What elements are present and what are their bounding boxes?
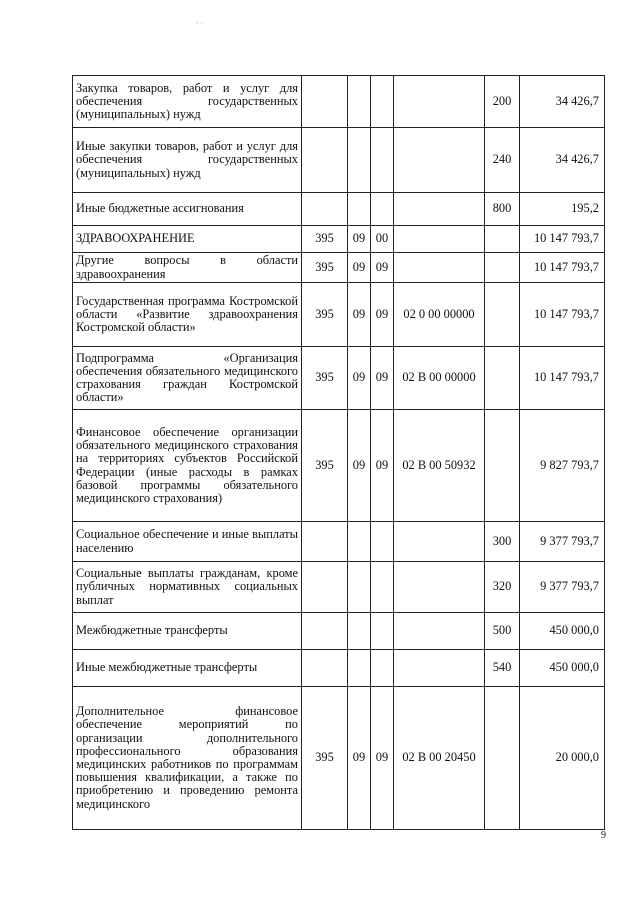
section-code [348, 522, 371, 562]
target-article-code: 02 В 00 00000 [394, 347, 485, 410]
expense-type-code [485, 410, 520, 522]
item-name: Социальное обеспечение и иные выплаты населению [73, 522, 302, 562]
section-code: 09 [348, 687, 371, 830]
item-name: Иные межбюджетные трансферты [73, 650, 302, 687]
ved-code [302, 650, 348, 687]
subsection-code: 09 [371, 253, 394, 283]
ved-code [302, 562, 348, 613]
amount: 10 147 793,7 [520, 347, 605, 410]
target-article-code [394, 76, 485, 128]
item-name: Подпрограмма «Организация обеспечения обязательного медицинского страхования граждан Костромской области» [73, 347, 302, 410]
amount: 9 377 793,7 [520, 522, 605, 562]
table-row [73, 650, 605, 687]
subsection-code [371, 522, 394, 562]
subsection-code [371, 562, 394, 613]
amount: 10 147 793,7 [520, 283, 605, 347]
ved-code: 395 [302, 226, 348, 253]
subsection-code [371, 76, 394, 128]
target-article-code [394, 613, 485, 650]
subsection-code [371, 613, 394, 650]
item-name: Другие вопросы в области здравоохранения [73, 253, 302, 283]
ved-code [302, 76, 348, 128]
item-name: ЗДРАВООХРАНЕНИЕ [73, 226, 302, 253]
amount: 9 377 793,7 [520, 562, 605, 613]
ved-code: 395 [302, 253, 348, 283]
ved-code: 395 [302, 410, 348, 522]
item-name: Социальные выплаты гражданам, кроме публичных нормативных социальных выплат [73, 562, 302, 613]
table-row [73, 522, 605, 562]
expense-type-code: 300 [485, 522, 520, 562]
section-code: 09 [348, 226, 371, 253]
expense-type-code [485, 347, 520, 410]
amount: 10 147 793,7 [520, 226, 605, 253]
amount: 9 827 793,7 [520, 410, 605, 522]
expense-type-code: 200 [485, 76, 520, 128]
section-code: 09 [348, 347, 371, 410]
subsection-code: 09 [371, 283, 394, 347]
expense-type-code [485, 253, 520, 283]
ved-code [302, 522, 348, 562]
item-name: Иные бюджетные ассигнования [73, 193, 302, 226]
subsection-code [371, 650, 394, 687]
amount: 34 426,7 [520, 128, 605, 193]
table-row [73, 283, 605, 347]
target-article-code: 02 В 00 20450 [394, 687, 485, 830]
subsection-code: 00 [371, 226, 394, 253]
ved-code [302, 613, 348, 650]
item-name: Дополнительное финансовое обеспечение мероприятий по организации дополнительного профессионального образования медицинских работников по программам повышения квалификации, а также по приобретению и проведению ремонта медицинского [73, 687, 302, 830]
item-name: Государственная программа Костромской области «Развитие здравоохранения Костромской области» [73, 283, 302, 347]
target-article-code: 02 В 00 50932 [394, 410, 485, 522]
expense-type-code: 240 [485, 128, 520, 193]
amount: 450 000,0 [520, 650, 605, 687]
section-code [348, 562, 371, 613]
section-code [348, 193, 371, 226]
scan-artifact: · · [196, 19, 204, 28]
table-row [73, 562, 605, 613]
budget-table [72, 75, 605, 830]
section-code [348, 128, 371, 193]
table-row [73, 347, 605, 410]
table-row [73, 253, 605, 283]
amount: 34 426,7 [520, 76, 605, 128]
ved-code: 395 [302, 347, 348, 410]
ved-code: 395 [302, 687, 348, 830]
amount: 450 000,0 [520, 613, 605, 650]
table-row [73, 226, 605, 253]
page-number: 9 [601, 830, 606, 841]
expense-type-code: 800 [485, 193, 520, 226]
subsection-code [371, 193, 394, 226]
ved-code [302, 193, 348, 226]
expense-type-code [485, 226, 520, 253]
amount: 10 147 793,7 [520, 253, 605, 283]
target-article-code [394, 650, 485, 687]
subsection-code: 09 [371, 687, 394, 830]
target-article-code [394, 253, 485, 283]
table-row [73, 410, 605, 522]
amount: 20 000,0 [520, 687, 605, 830]
target-article-code [394, 226, 485, 253]
target-article-code [394, 562, 485, 613]
expense-type-code [485, 687, 520, 830]
item-name: Закупка товаров, работ и услуг для обеспечения государственных (муниципальных) нужд [73, 76, 302, 128]
subsection-code: 09 [371, 410, 394, 522]
target-article-code [394, 522, 485, 562]
section-code: 09 [348, 253, 371, 283]
table-row [73, 193, 605, 226]
item-name: Иные закупки товаров, работ и услуг для обеспечения государственных (муниципальных) нужд [73, 128, 302, 193]
target-article-code [394, 193, 485, 226]
section-code [348, 613, 371, 650]
target-article-code: 02 0 00 00000 [394, 283, 485, 347]
expense-type-code: 320 [485, 562, 520, 613]
item-name: Межбюджетные трансферты [73, 613, 302, 650]
target-article-code [394, 128, 485, 193]
expense-type-code: 500 [485, 613, 520, 650]
table-row [73, 613, 605, 650]
section-code: 09 [348, 283, 371, 347]
subsection-code: 09 [371, 347, 394, 410]
subsection-code [371, 128, 394, 193]
table-row [73, 76, 605, 128]
item-name: Финансовое обеспечение организации обязательного медицинского страхования на территориях субъектов Российской Федерации (иные расходы в рамках базовой программы обязательного медицинского страхования) [73, 410, 302, 522]
budget-table-body [73, 76, 605, 830]
section-code: 09 [348, 410, 371, 522]
table-row [73, 687, 605, 830]
ved-code [302, 128, 348, 193]
section-code [348, 650, 371, 687]
section-code [348, 76, 371, 128]
amount: 195,2 [520, 193, 605, 226]
table-row [73, 128, 605, 193]
ved-code: 395 [302, 283, 348, 347]
expense-type-code [485, 283, 520, 347]
expense-type-code: 540 [485, 650, 520, 687]
